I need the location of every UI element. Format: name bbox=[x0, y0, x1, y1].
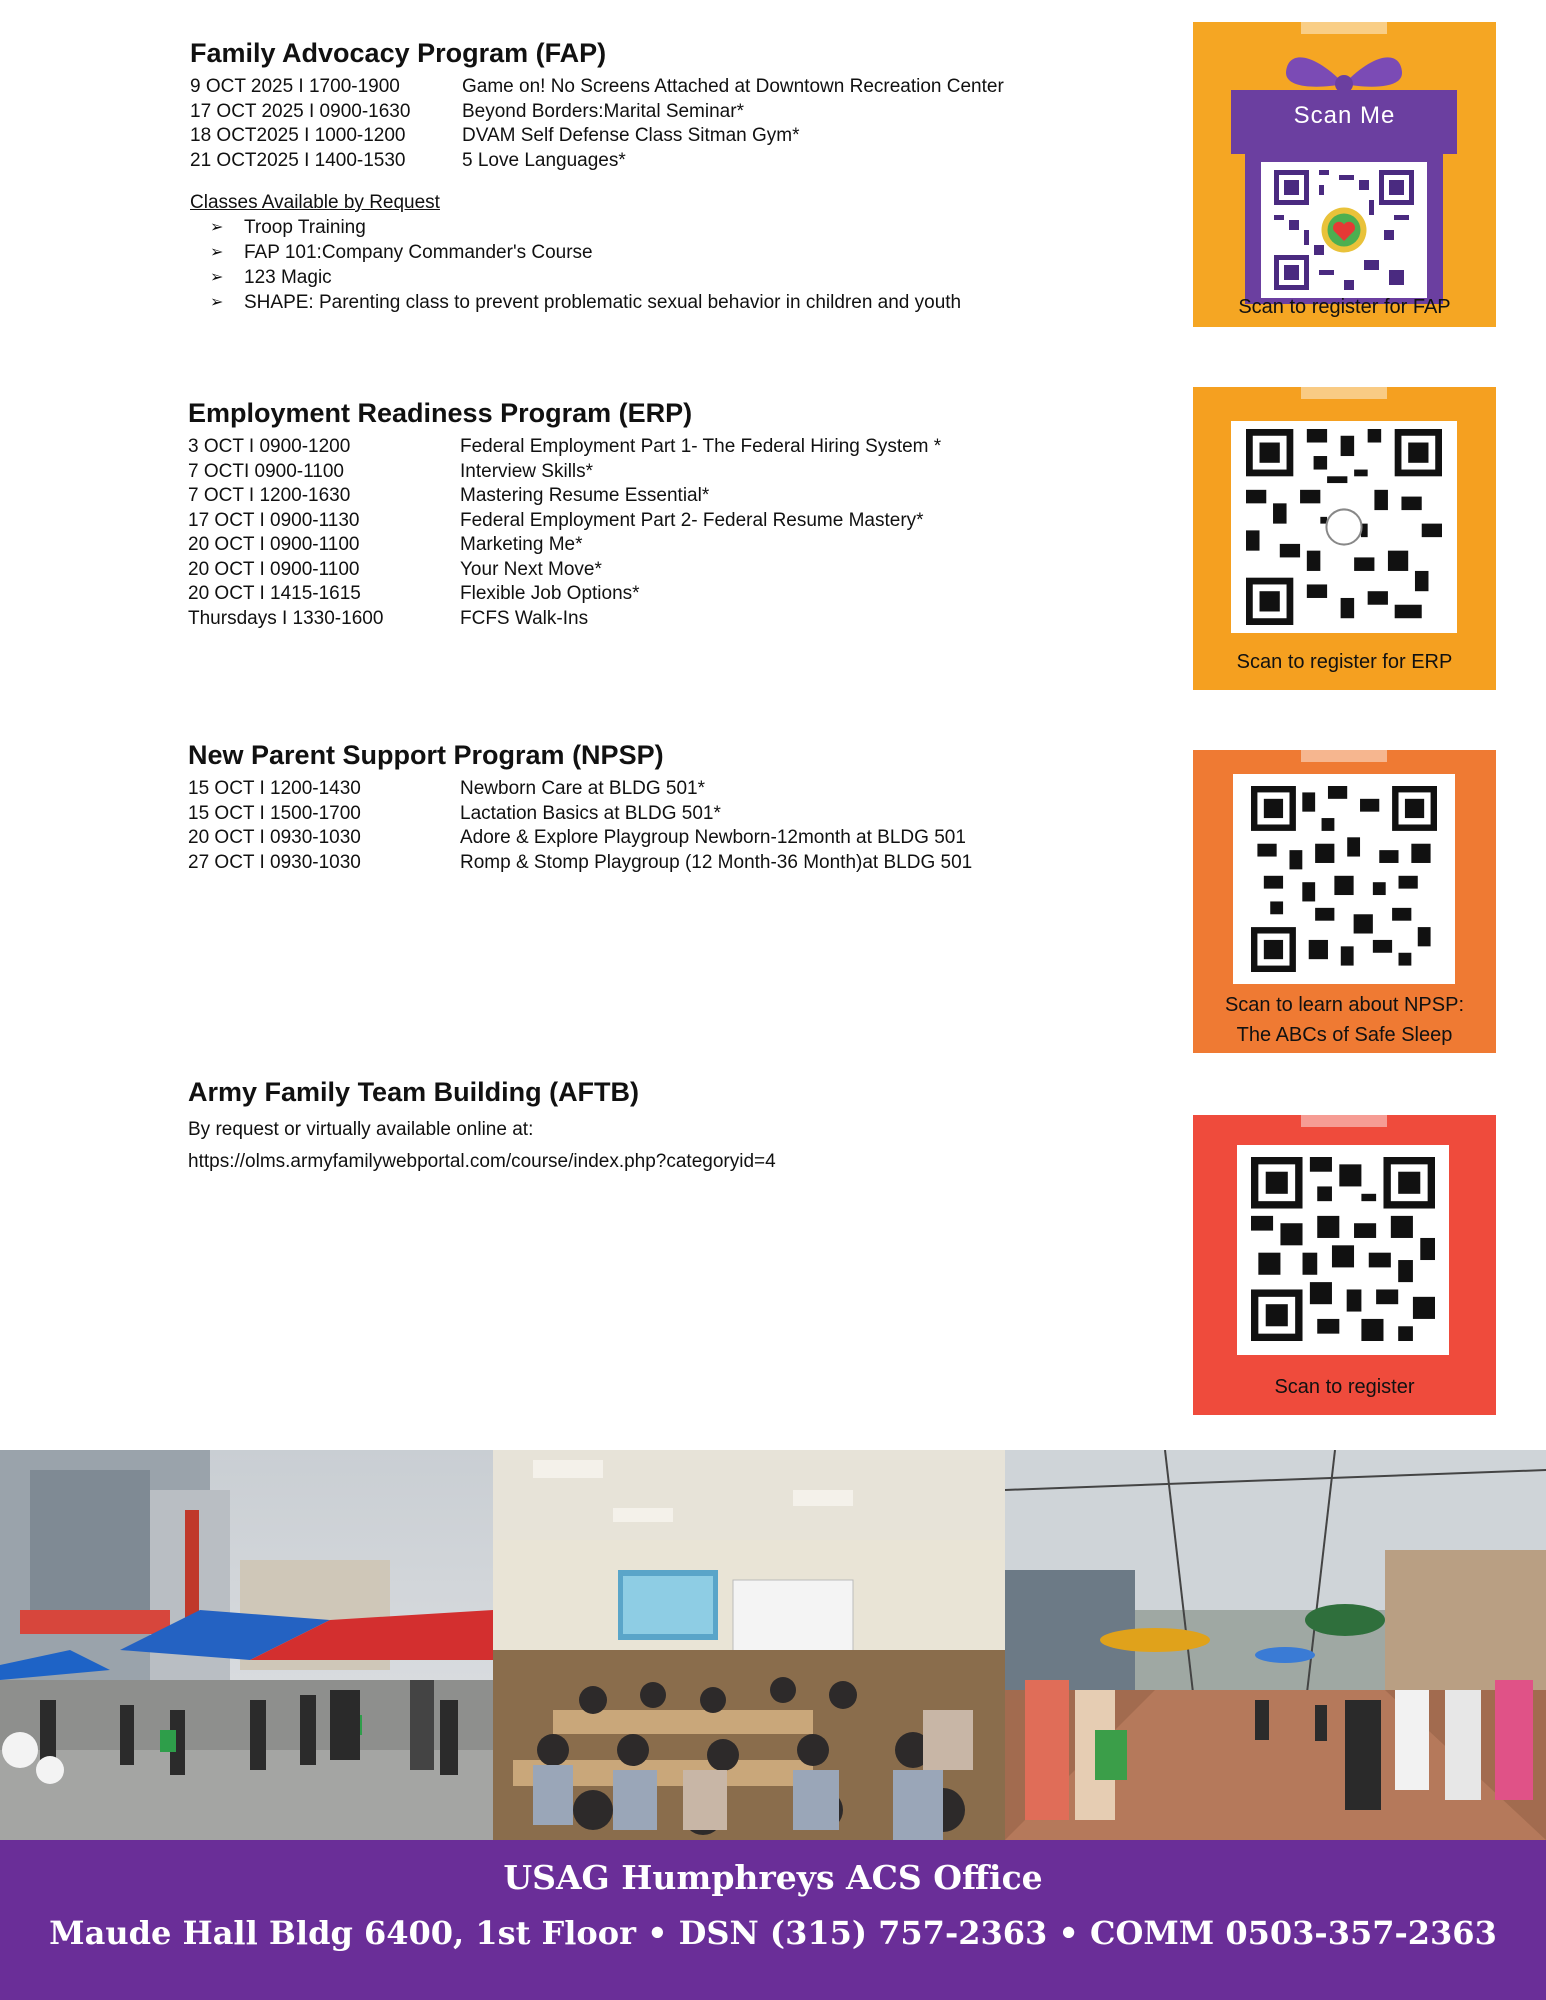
npsp-qr-card[interactable] bbox=[1193, 750, 1496, 1053]
event-date: 9 OCT 2025 I 1700-1900 bbox=[190, 76, 400, 97]
event-name: 5 Love Languages* bbox=[462, 149, 626, 171]
tape bbox=[1301, 740, 1387, 762]
class-name: SHAPE: Parenting class to prevent problematic sexual behavior in children and youth bbox=[244, 292, 962, 313]
event-date: Thursdays I 1330-1600 bbox=[188, 607, 384, 629]
event-date: 20 OCT I 0930-1030 bbox=[188, 827, 361, 848]
npsp-title: New Parent Support Program (NPSP) bbox=[188, 740, 664, 770]
arrow-bullet-icon: ➢ bbox=[210, 269, 224, 286]
event-name: Flexible Job Options* bbox=[460, 583, 640, 604]
event-name: Romp & Stomp Playgroup (12 Month-36 Month)at BLDG 501 bbox=[460, 851, 973, 873]
market-street-photo bbox=[0, 1450, 493, 1840]
class-name: FAP 101:Company Commander's Course bbox=[244, 242, 593, 263]
aftb-qr-code-icon bbox=[1251, 1157, 1435, 1341]
list-item bbox=[190, 75, 1090, 100]
class-name: Troop Training bbox=[244, 217, 366, 238]
fap-section bbox=[190, 38, 1090, 315]
event-date: 15 OCT I 1500-1700 bbox=[188, 802, 361, 824]
aftb-qr-card[interactable] bbox=[1193, 1115, 1496, 1415]
arrow-bullet-icon: ➢ bbox=[210, 219, 224, 236]
footer-contact-info: Maude Hall Bldg 6400, 1st Floor • DSN (315) 757-2363 • COMM 0503-357-2363 bbox=[49, 1914, 1497, 1952]
aftb-title: Army Family Team Building (AFTB) bbox=[188, 1077, 640, 1107]
list-item bbox=[190, 149, 1090, 174]
event-name: Adore & Explore Playgroup Newborn-12month at BLDG 501 bbox=[460, 827, 966, 848]
list-item bbox=[188, 777, 1088, 802]
event-date: 20 OCT I 0900-1100 bbox=[188, 534, 360, 555]
fap-qr-code-icon bbox=[1274, 170, 1414, 290]
classes-heading: Classes Available by Request bbox=[190, 192, 440, 213]
tape bbox=[1301, 1105, 1387, 1127]
class-name: 123 Magic bbox=[244, 267, 332, 288]
npsp-qr-code-icon bbox=[1251, 786, 1437, 972]
list-item bbox=[188, 826, 1088, 851]
event-name: FCFS Walk-Ins bbox=[460, 607, 589, 629]
list-item bbox=[188, 582, 1088, 607]
erp-qr-card[interactable] bbox=[1193, 387, 1496, 690]
list-item bbox=[188, 484, 1088, 509]
event-name: Federal Employment Part 2- Federal Resume Mastery* bbox=[460, 509, 924, 531]
list-item bbox=[190, 240, 1090, 265]
npsp-section bbox=[188, 740, 1088, 875]
aftb-qr-caption: Scan to register bbox=[1274, 1376, 1415, 1398]
npsp-qr-caption-1: Scan to learn about NPSP: bbox=[1224, 994, 1465, 1016]
aftb-link[interactable]: https://olms.armyfamilywebportal.com/course/index.php?categoryid=4 bbox=[188, 1151, 776, 1172]
erp-qr-caption: Scan to register for ERP bbox=[1236, 651, 1453, 673]
event-name: Marketing Me* bbox=[460, 534, 583, 555]
fap-qr-card[interactable] bbox=[1193, 22, 1496, 327]
event-date: 18 OCT2025 I 1000-1200 bbox=[190, 125, 406, 146]
fap-title: Family Advocacy Program (FAP) bbox=[190, 38, 607, 68]
classroom-photo bbox=[493, 1450, 1005, 1840]
event-date: 27 OCT I 0930-1030 bbox=[188, 851, 361, 873]
list-item bbox=[188, 607, 1088, 632]
footer-office-name: USAG Humphreys ACS Office bbox=[503, 1858, 1043, 1897]
aftb-section bbox=[188, 1077, 1088, 1178]
event-date: 7 OCT I 1200-1630 bbox=[188, 485, 351, 506]
list-item bbox=[190, 124, 1090, 149]
event-date: 17 OCT I 0900-1130 bbox=[188, 509, 360, 531]
event-name: Game on! No Screens Attached at Downtown Recreation Center bbox=[462, 76, 1004, 97]
tape bbox=[1301, 377, 1387, 399]
list-item bbox=[190, 290, 1090, 315]
event-name: Beyond Borders:Marital Seminar* bbox=[462, 100, 744, 122]
event-name: Federal Employment Part 1- The Federal Hiring System * bbox=[460, 436, 942, 457]
event-date: 3 OCT I 0900-1200 bbox=[188, 436, 351, 457]
event-date: 7 OCTI 0900-1100 bbox=[188, 460, 344, 482]
street-walk-photo bbox=[1005, 1450, 1546, 1840]
event-date: 15 OCT I 1200-1430 bbox=[188, 778, 361, 799]
event-name: Your Next Move* bbox=[460, 558, 602, 580]
erp-title: Employment Readiness Program (ERP) bbox=[188, 398, 693, 428]
event-name: Lactation Basics at BLDG 501* bbox=[460, 802, 721, 824]
footer-banner bbox=[0, 1840, 1546, 2000]
event-date: 21 OCT2025 I 1400-1530 bbox=[190, 149, 406, 171]
list-item bbox=[188, 851, 1088, 876]
erp-section bbox=[188, 398, 1088, 631]
event-name: DVAM Self Defense Class Sitman Gym* bbox=[462, 125, 800, 146]
arrow-bullet-icon: ➢ bbox=[210, 244, 224, 261]
list-item bbox=[188, 435, 1088, 460]
list-item bbox=[190, 265, 1090, 290]
fap-qr-caption: Scan to register for FAP bbox=[1238, 296, 1451, 318]
list-item bbox=[188, 460, 1088, 485]
event-name: Mastering Resume Essential* bbox=[460, 485, 710, 506]
photo-strip bbox=[0, 1450, 1546, 1840]
erp-qr-code-icon bbox=[1246, 429, 1442, 625]
scan-me-badge: Scan Me bbox=[1293, 102, 1396, 129]
arrow-bullet-icon: ➢ bbox=[210, 294, 224, 311]
npsp-qr-caption-2: The ABCs of Safe Sleep bbox=[1236, 1024, 1453, 1046]
list-item bbox=[190, 100, 1090, 125]
event-date: 20 OCT I 1415-1615 bbox=[188, 583, 361, 604]
list-item bbox=[188, 558, 1088, 583]
list-item bbox=[190, 215, 1090, 240]
list-item bbox=[188, 802, 1088, 827]
event-name: Newborn Care at BLDG 501* bbox=[460, 778, 706, 799]
event-date: 17 OCT 2025 I 0900-1630 bbox=[190, 100, 411, 122]
event-date: 20 OCT I 0900-1100 bbox=[188, 558, 360, 580]
fap-event-list bbox=[190, 75, 1090, 173]
list-item bbox=[188, 533, 1088, 558]
aftb-description: By request or virtually available online at: bbox=[188, 1119, 534, 1140]
event-name: Interview Skills* bbox=[460, 460, 594, 482]
list-item bbox=[188, 509, 1088, 534]
